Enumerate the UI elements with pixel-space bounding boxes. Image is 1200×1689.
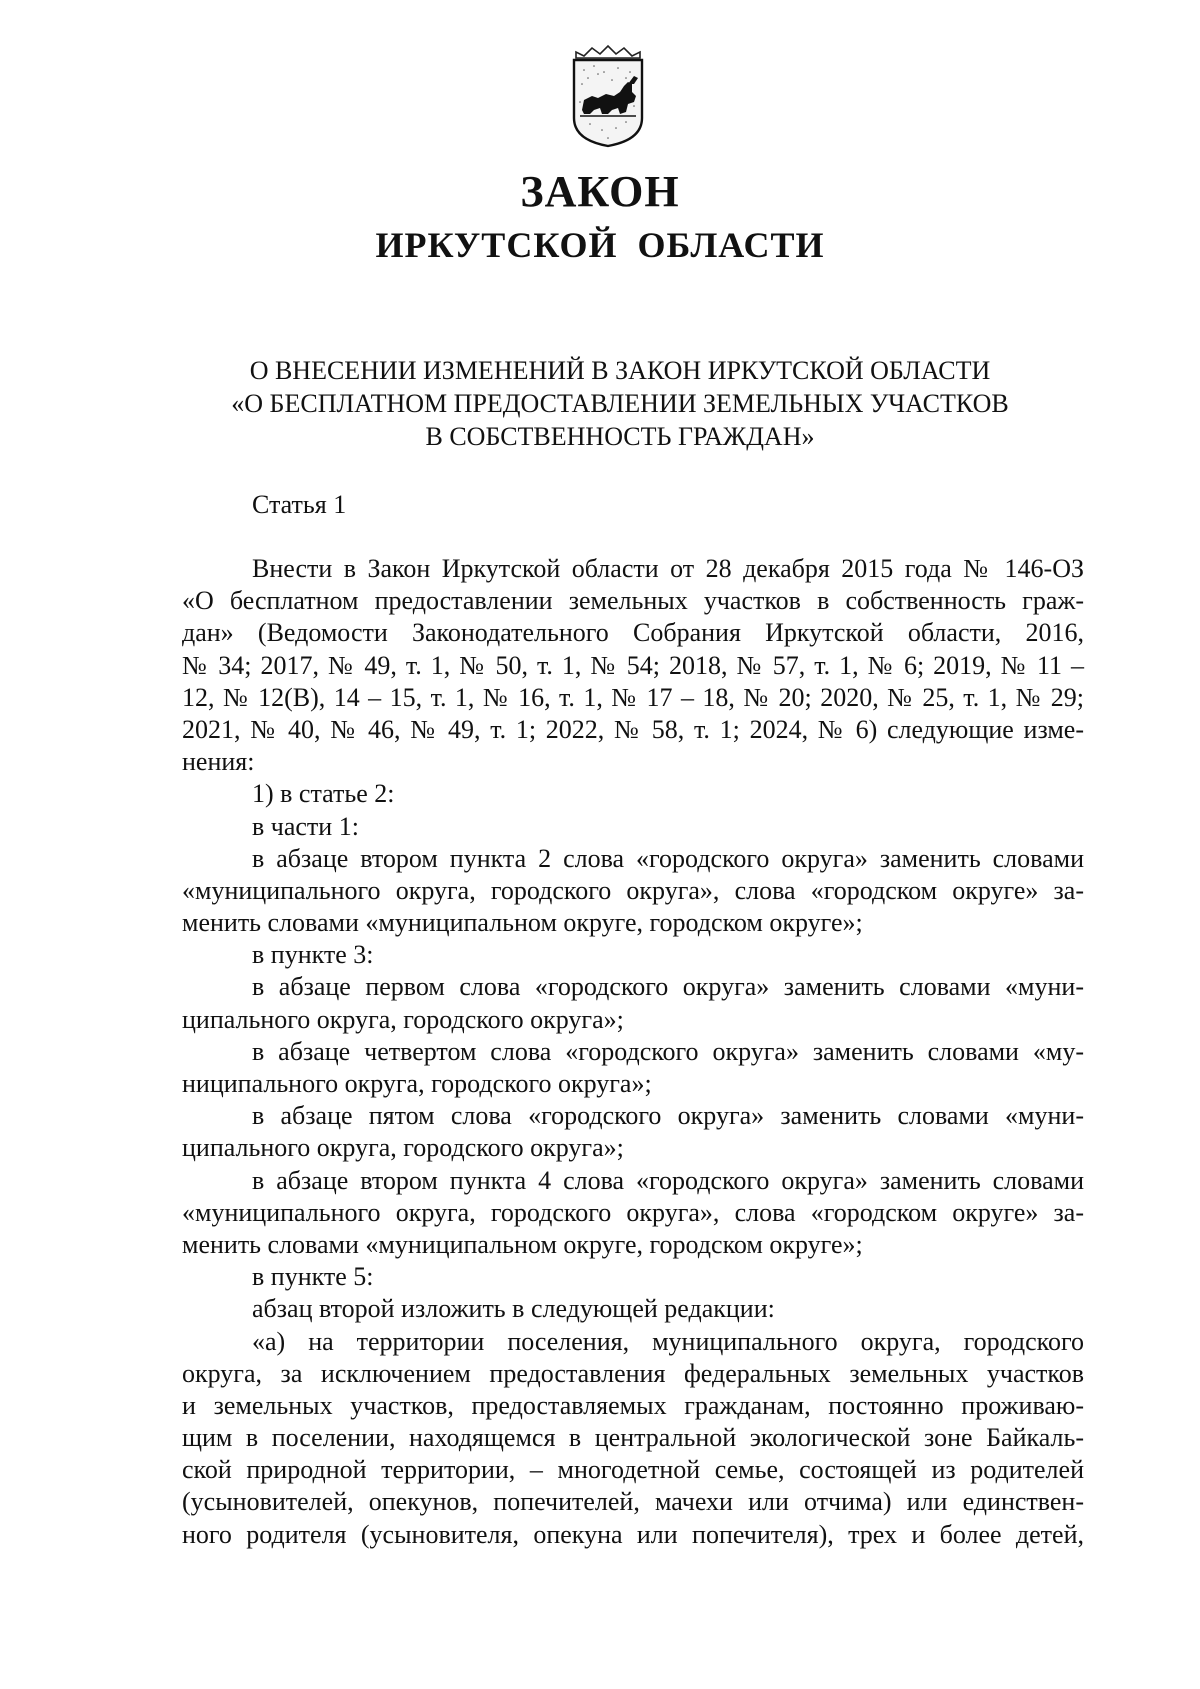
body-line: щим в поселении, находящемся в центральной экологической зоне Байкаль-	[182, 1423, 1084, 1453]
body-line: ципального округа, городского округа»;	[182, 1133, 624, 1163]
document-title: ЗАКОН	[520, 167, 680, 216]
body-line: в части 1:	[252, 811, 359, 841]
body-line: в абзаце первом слова «городского округа» заменить словами «муни-	[252, 972, 1084, 1002]
body-line: «муниципального округа, городского округа», слова «городском округе» за-	[182, 875, 1084, 905]
body-line: и земельных участков, предоставляемых гражданам, постоянно проживаю-	[182, 1390, 1084, 1420]
body-line: абзац второй изложить в следующей редакции:	[252, 1294, 775, 1324]
body-line: в абзаце пятом слова «городского округа» заменить словами «муни-	[252, 1101, 1084, 1131]
body-line: менить словами «муниципальном округе, городском округе»;	[182, 1229, 863, 1259]
body-line: «О бесплатном предоставлении земельных участков в собственность граж-	[182, 586, 1084, 616]
body-line: округа, за исключением предоставления федеральных земельных участков	[182, 1358, 1084, 1388]
article-body	[182, 553, 1084, 1551]
body-line: в абзаце втором пункта 2 слова «городского округа» заменить словами	[252, 843, 1084, 873]
body-line: нения:	[182, 747, 255, 777]
law-subtitle	[160, 354, 1080, 453]
subtitle-line: В СОБСТВЕННОСТЬ ГРАЖДАН»	[425, 422, 815, 451]
body-line: ниципального округа, городского округа»;	[182, 1069, 652, 1098]
subtitle-line: О ВНЕСЕНИИ ИЗМЕНЕНИЙ В ЗАКОН ИРКУТСКОЙ ОБЛАСТИ	[249, 356, 991, 385]
article-heading: Статья 1	[252, 490, 347, 519]
body-line: № 34; 2017, № 49, т. 1, № 50, т. 1, № 54; 2018, № 57, т. 1, № 6; 2019, № 11 –	[182, 650, 1084, 680]
coat-of-arms-emblem	[568, 44, 648, 148]
body-line: дан» (Ведомости Законодательного Собрания Иркутской области, 2016,	[182, 618, 1084, 648]
body-line: 1) в статье 2:	[252, 779, 395, 809]
body-line: (усыновителей, опекунов, попечителей, мачехи или отчима) или единствен-	[182, 1487, 1084, 1517]
body-line: ской природной территории, – многодетной семье, состоящей из родителей	[182, 1455, 1084, 1485]
subtitle-line: «О БЕСПЛАТНОМ ПРЕДОСТАВЛЕНИИ ЗЕМЕЛЬНЫХ УЧАСТКОВ	[231, 389, 1009, 418]
body-line: 2021, № 40, № 46, № 49, т. 1; 2022, № 58, т. 1; 2024, № 6) следующие изме-	[182, 714, 1084, 744]
body-line: в абзаце втором пункта 4 слова «городского округа» заменить словами	[252, 1165, 1084, 1195]
body-line: ного родителя (усыновителя, опекуна или попечителя), трех и более детей,	[182, 1519, 1084, 1549]
body-line: Внести в Закон Иркутской области от 28 декабря 2015 года № 146-ОЗ	[252, 554, 1084, 583]
body-line: «муниципального округа, городского округа», слова «городском округе» за-	[182, 1197, 1084, 1227]
body-line: в пункте 5:	[252, 1262, 374, 1292]
body-line: ципального округа, городского округа»;	[182, 1004, 624, 1034]
document-region-title: ИРКУТСКОЙ ОБЛАСТИ	[375, 225, 825, 265]
body-line: менить словами «муниципальном округе, городском округе»;	[182, 908, 863, 938]
body-line: в пункте 3:	[252, 940, 374, 970]
body-line: 12, № 12(В), 14 – 15, т. 1, № 16, т. 1, № 17 – 18, № 20; 2020, № 25, т. 1, № 29;	[182, 682, 1084, 712]
body-line: в абзаце четвертом слова «городского округа» заменить словами «му-	[252, 1036, 1084, 1066]
body-line: «а) на территории поселения, муниципального округа, городского	[252, 1326, 1084, 1356]
